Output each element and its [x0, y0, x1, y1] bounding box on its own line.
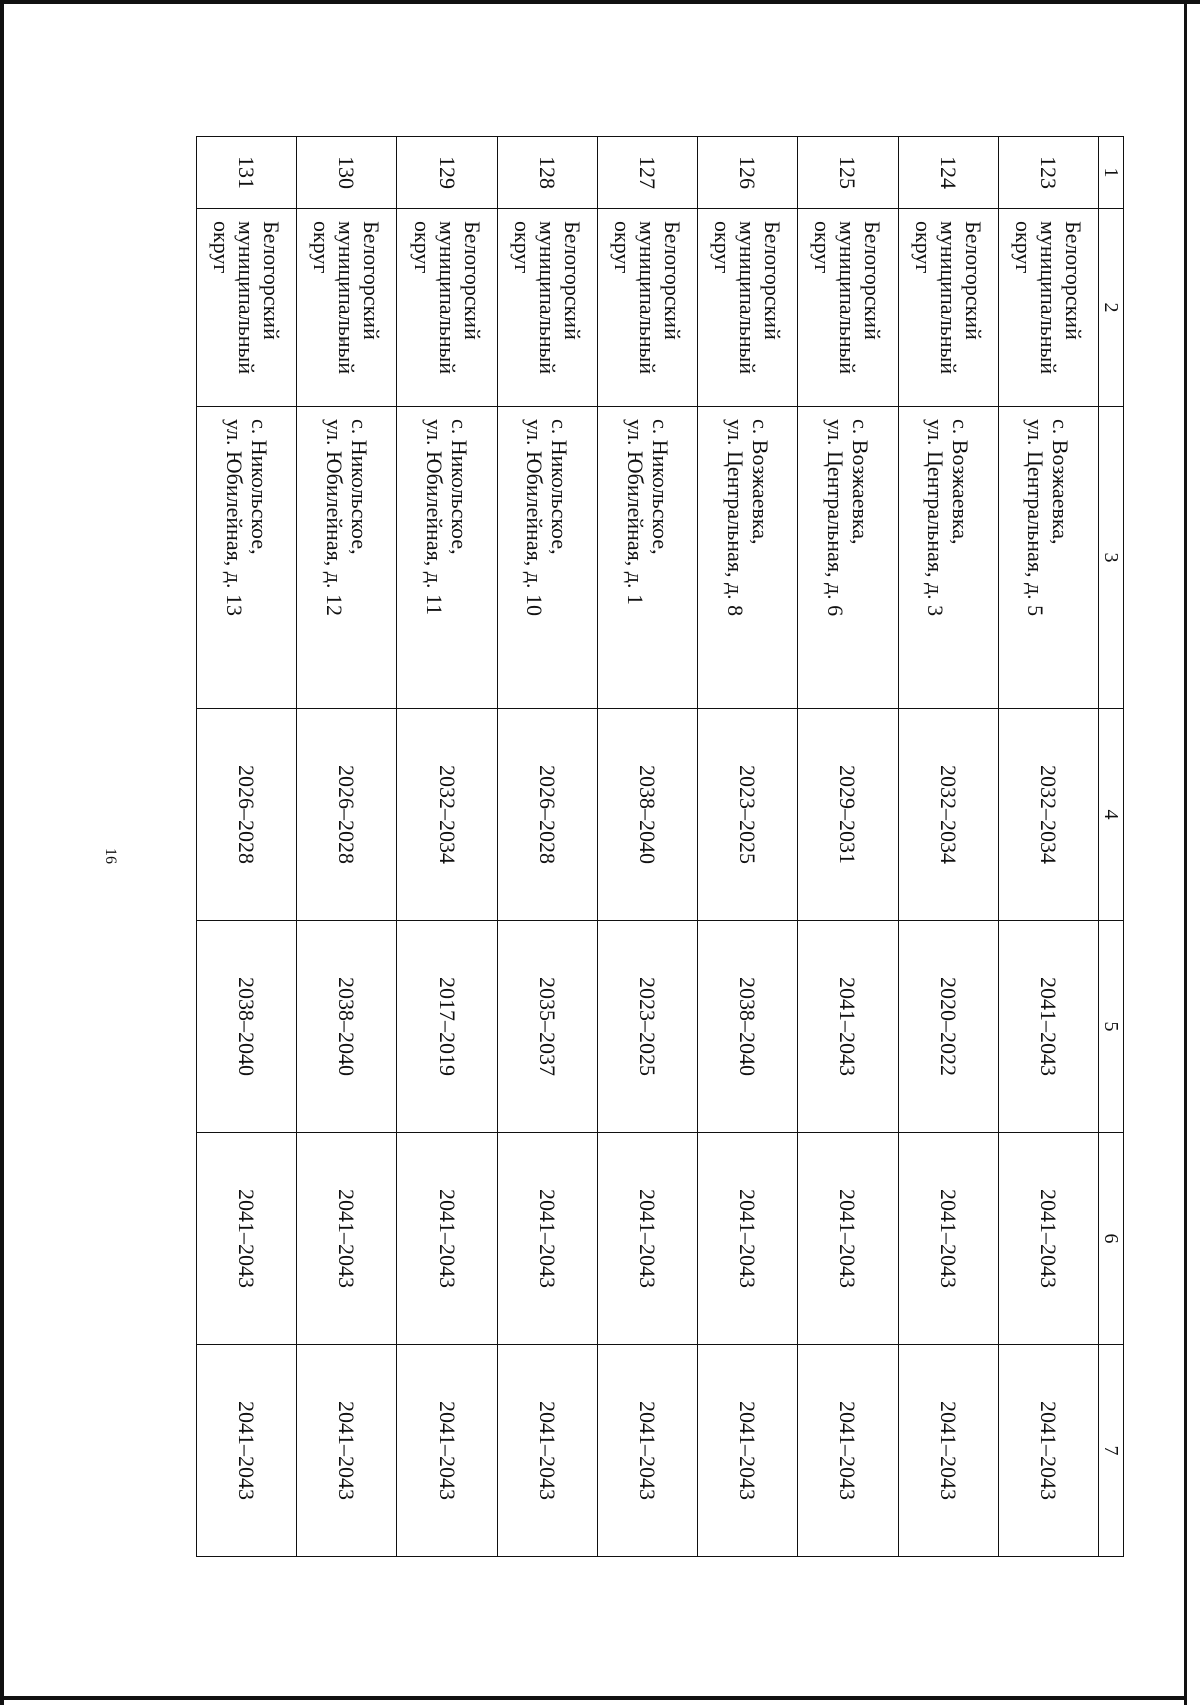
- period-cell-col4: 2026–2028: [197, 709, 297, 921]
- district-cell: Белогорский муниципальный округ: [998, 209, 1098, 407]
- period-cell-col6: 2041–2043: [397, 1133, 497, 1345]
- period-cell-col6: 2041–2043: [297, 1133, 397, 1345]
- table-row: [998, 137, 1098, 1557]
- column-header-2: 2: [1099, 209, 1124, 407]
- period-cell-col5: 2038–2040: [698, 921, 798, 1133]
- schedule-table: [196, 136, 1124, 1557]
- period-cell-col7: 2041–2043: [197, 1345, 297, 1557]
- address-cell: [998, 407, 1098, 709]
- district-cell: Белогорский муниципальный округ: [297, 209, 397, 407]
- address-settlement: с. Никольское,: [647, 419, 673, 555]
- district-cell: Белогорский муниципальный округ: [798, 209, 898, 407]
- period-cell-col4: 2032–2034: [998, 709, 1098, 921]
- rotated-table-container: [196, 136, 1124, 1556]
- table-row: [898, 137, 998, 1557]
- column-header-6: 6: [1099, 1133, 1124, 1345]
- address-settlement: с. Никольское,: [346, 419, 372, 555]
- period-cell-col6: 2041–2043: [497, 1133, 597, 1345]
- column-header-1: 1: [1099, 137, 1124, 209]
- row-number-cell: 123: [998, 137, 1098, 209]
- address-street: ул. Юбилейная, д. 13: [221, 419, 247, 616]
- page-number: 16: [102, 848, 119, 864]
- address-cell: [497, 407, 597, 709]
- period-cell-col4: 2023–2025: [698, 709, 798, 921]
- period-cell-col7: 2041–2043: [998, 1345, 1098, 1557]
- table-row: [197, 137, 297, 1557]
- address-cell: [397, 407, 497, 709]
- table-row: [597, 137, 697, 1557]
- row-number-cell: 128: [497, 137, 597, 209]
- period-cell-col5: 2035–2037: [497, 921, 597, 1133]
- column-header-7: 7: [1099, 1345, 1124, 1557]
- district-cell: Белогорский муниципальный округ: [898, 209, 998, 407]
- period-cell-col6: 2041–2043: [197, 1133, 297, 1345]
- period-cell-col5: 2041–2043: [998, 921, 1098, 1133]
- column-header-3: 3: [1099, 407, 1124, 709]
- table-row: [698, 137, 798, 1557]
- table-row: [397, 137, 497, 1557]
- address-settlement: с. Никольское,: [447, 419, 473, 555]
- page-border-left: [0, 0, 4, 1705]
- address-cell: [197, 407, 297, 709]
- address-street: ул. Центральная, д. 3: [923, 419, 949, 617]
- period-cell-col6: 2041–2043: [998, 1133, 1098, 1345]
- column-header-5: 5: [1099, 921, 1124, 1133]
- period-cell-col5: 2041–2043: [798, 921, 898, 1133]
- period-cell-col4: 2026–2028: [497, 709, 597, 921]
- row-number-cell: 124: [898, 137, 998, 209]
- period-cell-col7: 2041–2043: [798, 1345, 898, 1557]
- period-cell-col4: 2032–2034: [397, 709, 497, 921]
- address-cell: [798, 407, 898, 709]
- address-settlement: с. Никольское,: [547, 419, 573, 555]
- address-cell: [597, 407, 697, 709]
- period-cell-col4: 2038–2040: [597, 709, 697, 921]
- period-cell-col6: 2041–2043: [798, 1133, 898, 1345]
- address-street: ул. Центральная, д. 8: [722, 419, 748, 617]
- table-row: [297, 137, 397, 1557]
- address-street: ул. Юбилейная, д. 11: [422, 419, 448, 616]
- period-cell-col4: 2029–2031: [798, 709, 898, 921]
- period-cell-col7: 2041–2043: [497, 1345, 597, 1557]
- period-cell-col7: 2041–2043: [297, 1345, 397, 1557]
- period-cell-col5: 2023–2025: [597, 921, 697, 1133]
- period-cell-col6: 2041–2043: [898, 1133, 998, 1345]
- period-cell-col4: 2026–2028: [297, 709, 397, 921]
- column-header-4: 4: [1099, 709, 1124, 921]
- district-cell: Белогорский муниципальный округ: [597, 209, 697, 407]
- address-cell: [698, 407, 798, 709]
- period-cell-col7: 2041–2043: [597, 1345, 697, 1557]
- table-row: [497, 137, 597, 1557]
- page-border-right: [1184, 0, 1187, 1705]
- table-row: [798, 137, 898, 1557]
- address-settlement: с. Возжаевка,: [948, 419, 974, 545]
- district-cell: Белогорский муниципальный округ: [497, 209, 597, 407]
- period-cell-col7: 2041–2043: [397, 1345, 497, 1557]
- page-border-top: [0, 0, 1200, 4]
- row-number-cell: 131: [197, 137, 297, 209]
- address-cell: [898, 407, 998, 709]
- period-cell-col7: 2041–2043: [698, 1345, 798, 1557]
- district-cell: Белогорский муниципальный округ: [698, 209, 798, 407]
- address-street: ул. Юбилейная, д. 12: [321, 419, 347, 616]
- row-number-cell: 127: [597, 137, 697, 209]
- header-row: [1099, 137, 1124, 1557]
- period-cell-col5: 2017–2019: [397, 921, 497, 1133]
- address-cell: [297, 407, 397, 709]
- address-street: ул. Юбилейная, д. 1: [622, 419, 648, 605]
- period-cell-col4: 2032–2034: [898, 709, 998, 921]
- table-body: [197, 137, 1099, 1557]
- period-cell-col6: 2041–2043: [698, 1133, 798, 1345]
- address-settlement: с. Возжаевка,: [847, 419, 873, 545]
- period-cell-col7: 2041–2043: [898, 1345, 998, 1557]
- period-cell-col5: 2038–2040: [197, 921, 297, 1133]
- page-border-bottom: [0, 1696, 1187, 1700]
- address-settlement: с. Никольское,: [246, 419, 272, 555]
- row-number-cell: 125: [798, 137, 898, 209]
- district-cell: Белогорский муниципальный округ: [397, 209, 497, 407]
- period-cell-col5: 2038–2040: [297, 921, 397, 1133]
- table-header: [1099, 137, 1124, 1557]
- row-number-cell: 130: [297, 137, 397, 209]
- row-number-cell: 129: [397, 137, 497, 209]
- address-settlement: с. Возжаевка,: [747, 419, 773, 545]
- row-number-cell: 126: [698, 137, 798, 209]
- address-street: ул. Центральная, д. 6: [822, 419, 848, 617]
- address-settlement: с. Возжаевка,: [1048, 419, 1074, 545]
- district-cell: Белогорский муниципальный округ: [197, 209, 297, 407]
- period-cell-col5: 2020–2022: [898, 921, 998, 1133]
- period-cell-col6: 2041–2043: [597, 1133, 697, 1345]
- address-street: ул. Юбилейная, д. 10: [522, 419, 548, 616]
- address-street: ул. Центральная, д. 5: [1023, 419, 1049, 617]
